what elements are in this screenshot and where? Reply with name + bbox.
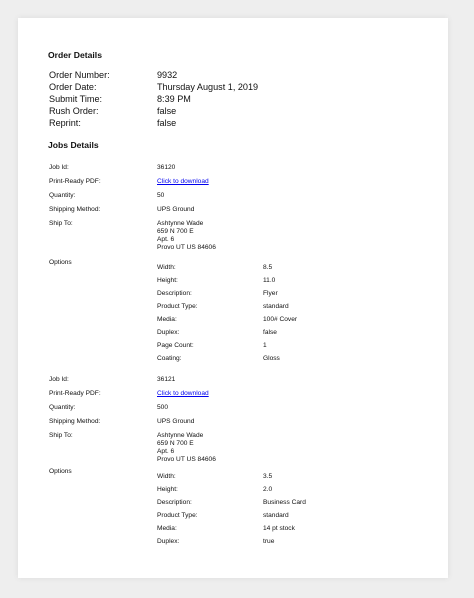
rush-order-label: Rush Order: (49, 106, 99, 116)
rush-order-value: false (157, 106, 177, 116)
ship-to-street: 659 N 700 E (157, 440, 194, 447)
option-value: Gloss (263, 355, 280, 362)
option-label: Width: (157, 473, 176, 480)
option-value: standard (263, 303, 289, 310)
quantity-label: Quantity: (49, 404, 76, 411)
ship-to-street: 659 N 700 E (157, 228, 194, 235)
jobs-details-heading: Jobs Details (48, 140, 99, 150)
shipping-method-label: Shipping Method: (49, 206, 101, 213)
ship-to-city: Provo UT US 84606 (157, 456, 216, 463)
submit-time-value: 8:39 PM (157, 94, 191, 104)
download-pdf-link[interactable]: Click to download (157, 390, 209, 397)
option-label: Width: (157, 264, 176, 271)
option-value: Flyer (263, 290, 278, 297)
ship-to-label: Ship To: (49, 220, 73, 227)
option-label: Description: (157, 290, 192, 297)
quantity-value: 500 (157, 404, 169, 411)
reprint-value: false (157, 118, 177, 128)
job-id-label: Job Id: (49, 164, 69, 171)
quantity-value: 50 (157, 192, 165, 199)
job-id-value: 36121 (157, 376, 176, 383)
option-value: true (263, 538, 275, 545)
option-label: Height: (157, 277, 178, 284)
option-label: Coating: (157, 355, 182, 362)
shipping-method-label: Shipping Method: (49, 418, 101, 425)
job-id-label: Job Id: (49, 376, 69, 383)
order-details-heading: Order Details (48, 50, 102, 60)
ship-to-apt: Apt. 6 (157, 448, 175, 455)
options-label: Options (49, 468, 72, 475)
option-value: false (263, 329, 277, 336)
option-label: Media: (157, 316, 177, 323)
order-date-value: Thursday August 1, 2019 (157, 82, 259, 92)
document-page (18, 18, 448, 578)
option-label: Media: (157, 525, 177, 532)
option-value: Business Card (263, 499, 306, 506)
submit-time-label: Submit Time: (49, 94, 103, 104)
ship-to-name: Ashtynne Wade (157, 432, 204, 439)
print-ready-pdf-label: Print-Ready PDF: (49, 178, 101, 185)
option-label: Product Type: (157, 303, 198, 310)
option-value: 14 pt stock (263, 525, 295, 532)
option-value: 11.0 (263, 277, 276, 284)
ship-to-apt: Apt. 6 (157, 236, 175, 243)
option-value: standard (263, 512, 289, 519)
options-label: Options (49, 259, 72, 266)
ship-to-label: Ship To: (49, 432, 73, 439)
order-number-label: Order Number: (49, 70, 110, 80)
option-label: Product Type: (157, 512, 198, 519)
option-label: Description: (157, 499, 192, 506)
option-label: Duplex: (157, 329, 180, 336)
option-value: 3.5 (263, 473, 273, 480)
order-number-value: 9932 (157, 70, 178, 80)
option-value: 2.0 (263, 486, 273, 493)
ship-to-city: Provo UT US 84606 (157, 244, 216, 251)
ship-to-name: Ashtynne Wade (157, 220, 204, 227)
option-label: Height: (157, 486, 178, 493)
option-value: 1 (263, 342, 267, 349)
shipping-method-value: UPS Ground (157, 206, 195, 213)
option-label: Duplex: (157, 538, 180, 545)
shipping-method-value: UPS Ground (157, 418, 195, 425)
option-label: Page Count: (157, 342, 194, 349)
quantity-label: Quantity: (49, 192, 76, 199)
option-value: 100# Cover (263, 316, 298, 323)
order-date-label: Order Date: (49, 82, 97, 92)
option-value: 8.5 (263, 264, 273, 271)
job-id-value: 36120 (157, 164, 176, 171)
print-ready-pdf-label: Print-Ready PDF: (49, 390, 101, 397)
reprint-label: Reprint: (49, 118, 81, 128)
download-pdf-link[interactable]: Click to download (157, 178, 209, 185)
